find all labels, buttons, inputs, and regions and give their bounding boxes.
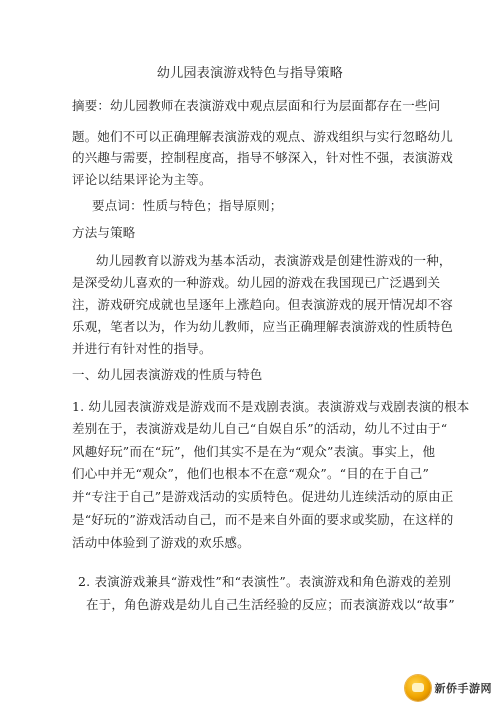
text-line: 要点词：性质与特色；指导原则； xyxy=(92,198,283,213)
document-title: 幼儿园表演游戏特色与指导策略 xyxy=(156,66,344,81)
text-line: 幼儿园教育以游戏为基本活动，表演游戏是创建性游戏的一种， xyxy=(96,253,452,268)
text-line: 方法与策略 xyxy=(72,225,136,240)
text-line: 并进行有针对性的指导。 xyxy=(72,341,212,356)
text-line: 乐观，笔者以为，作为幼儿教师，应当正确理解表演游戏的性质特色 xyxy=(72,319,454,334)
text-line: 摘要：幼儿园教师在表演游戏中观点层面和行为层面都存在一些问 xyxy=(72,98,441,113)
text-line: 是“好玩的”游戏活动自己，而不是来自外面的要求或奖励，在这样的 xyxy=(72,512,454,527)
text-line: 差别在于，表演游戏是幼儿自己“自娱自乐”的活动，幼儿不过由于“ xyxy=(72,421,448,436)
section-heading: 一、幼儿园表演游戏的性质与特色 xyxy=(72,367,263,382)
text-line: 在于，角色游戏是幼儿自己生活经验的反应；而表演游戏以“故事” xyxy=(86,597,455,612)
game-controller-logo-icon xyxy=(405,675,431,701)
text-line: 风趣好玩”而在“玩”，他们其实不是在为“观众”表演。事实上，他 xyxy=(72,444,436,459)
text-line: 2. 表演游戏兼具“游戏性”和“表演性”。表演游戏和角色游戏的差别 xyxy=(78,574,452,589)
text-line: 题。她们不可以正确理解表演游戏的观点、游戏组织与实行忽略幼儿 xyxy=(72,129,454,144)
text-line: 们心中并无“观众”，他们也根本不在意“观众”。“目的在于自己” xyxy=(72,466,430,481)
text-line: 的兴趣与需要，控制程度高，指导不够深入，针对性不强，表演游戏 xyxy=(72,150,454,165)
text-line: 活动中体验到了游戏的欢乐感。 xyxy=(72,535,250,550)
text-line: 注，游戏研究成就也呈逐年上涨趋向。但表演游戏的展开情况却不容 xyxy=(72,297,454,312)
text-line: 1. 幼儿园表演游戏是游戏而不是戏剧表演。表演游戏与戏剧表演的根本 xyxy=(72,399,470,414)
text-line: 是深受幼儿喜欢的一种游戏。幼儿园的游戏在我国现已广泛遇到关 xyxy=(72,275,441,290)
text-line: 并“专注于自己”是游戏活动的实质特色。促进幼儿连续活动的原由正 xyxy=(72,489,454,504)
text-line: 评论以结果评论为主等。 xyxy=(72,172,212,187)
site-watermark xyxy=(402,674,492,702)
watermark-text: 新侨手游网 xyxy=(434,682,492,695)
